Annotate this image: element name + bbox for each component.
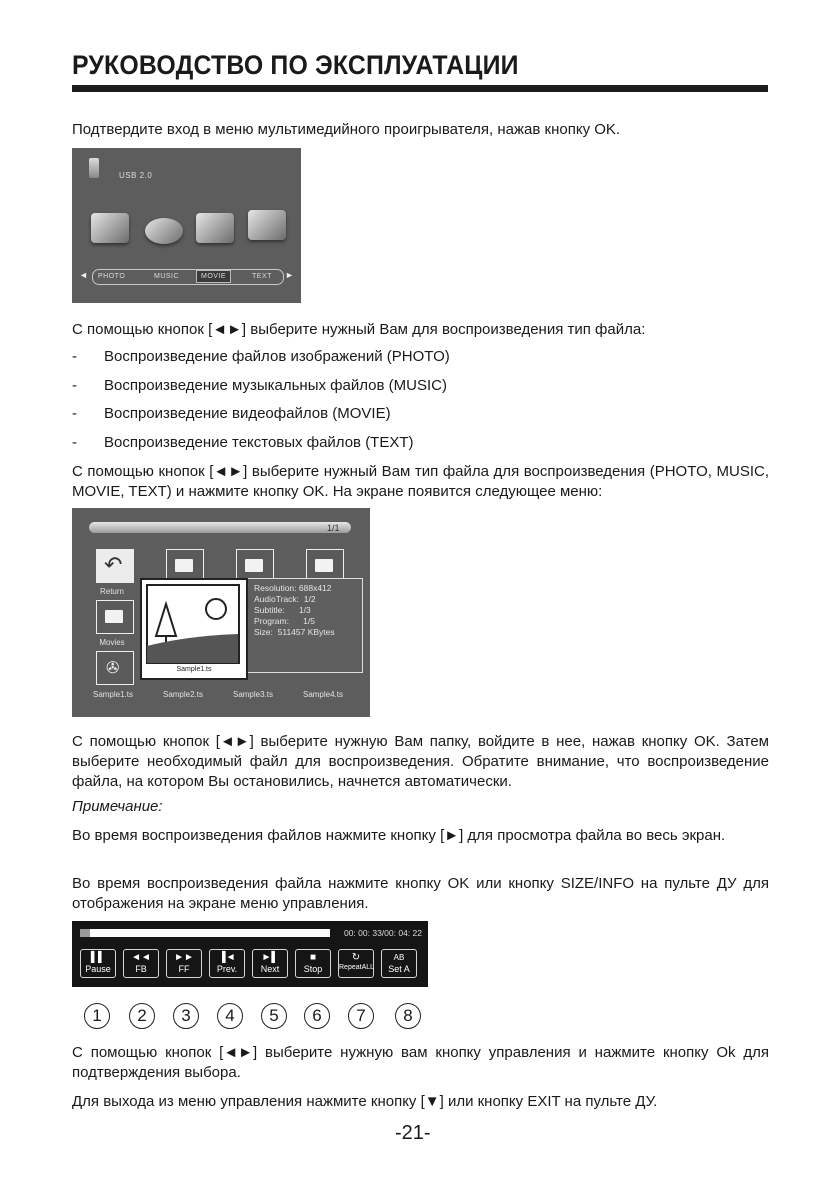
menu-photo[interactable]: PHOTO	[98, 273, 126, 280]
return-tile[interactable]	[96, 549, 134, 583]
callout-1: 1	[84, 1003, 110, 1029]
playback-progress-fill	[80, 929, 90, 937]
file-label: Sample1.ts	[92, 690, 134, 699]
exit-text: Для выхода из меню управления нажмите кнопку [▼] или кнопку EXIT на пульте ДУ.	[72, 1093, 658, 1110]
folder-icon	[105, 610, 123, 623]
info-panel	[241, 578, 363, 673]
ab-repeat-icon: AB	[393, 953, 405, 962]
usb-label: USB 2.0	[119, 171, 153, 180]
control-select-text: С помощью кнопок [◄►] выберите нужную вам кнопку управления и нажмите кнопку Ok для подтверждения выбора.	[72, 1044, 769, 1081]
pause-icon: ▌▌	[90, 952, 106, 963]
list-item: - Воспроизведение файлов изображений (PHOTO)	[72, 348, 450, 365]
fast-forward-icon: ►►	[174, 952, 194, 963]
rewind-icon: ◄◄	[131, 952, 151, 963]
menu-text[interactable]: TEXT	[252, 273, 272, 280]
menu-movie-selected[interactable]: MOVIE	[196, 270, 231, 283]
film-reel-icon: ✇	[106, 660, 120, 677]
note-title: Примечание:	[72, 798, 163, 815]
stop-button[interactable]: ■ Stop	[295, 949, 331, 978]
return-label: Return	[99, 587, 124, 596]
pause-button[interactable]: ▌▌ Pause	[80, 949, 116, 978]
fast-forward-button[interactable]: ►► FF	[166, 949, 202, 978]
music-icon	[145, 218, 183, 244]
movies-tile[interactable]	[96, 600, 134, 634]
text-icon	[248, 210, 286, 240]
repeat-icon: ↻	[351, 952, 361, 963]
intro-paragraph: Подтвердите вход в меню мультимедийного проигрывателя, нажав кнопку OK.	[72, 121, 621, 138]
select-type-text: С помощью кнопок [◄►] выберите нужный Вам для воспроизведения тип файла:	[72, 321, 646, 338]
menu-music[interactable]: MUSIC	[154, 273, 180, 280]
folder-icon	[245, 559, 263, 572]
fast-backward-button[interactable]: ◄◄ FB	[123, 949, 159, 978]
callout-2: 2	[129, 1003, 155, 1029]
page-indicator: 1/1	[327, 523, 340, 533]
page-title: РУКОВОДСТВО ПО ЭКСПЛУАТАЦИИ	[72, 50, 519, 80]
file-label: Sample3.ts	[232, 690, 274, 699]
callout-6: 6	[304, 1003, 330, 1029]
stop-icon: ■	[309, 952, 317, 963]
callout-7: 7	[348, 1003, 374, 1029]
next-icon: ►▌	[261, 952, 279, 963]
playback-time: 00: 00: 33/00: 04: 22	[344, 928, 422, 938]
list-item: - Воспроизведение музыкальных файлов (MUSIC)	[72, 377, 447, 394]
callout-4: 4	[217, 1003, 243, 1029]
next-button[interactable]: ►▌ Next	[252, 949, 288, 978]
playback-progress-track	[80, 929, 330, 937]
note-control-menu: Во время воспроизведения файла нажмите кнопку OK или кнопку SIZE/INFO на пульте ДУ для отображения на экране меню управления.	[72, 875, 769, 912]
preview-thumbnail	[140, 578, 248, 680]
file-browser-screenshot	[72, 508, 370, 717]
arrow-right-icon: ►	[285, 270, 294, 280]
select-folder-text: С помощью кнопок [◄►] выберите нужную Вам папку, войдите в нее, нажав кнопку OK. Затем выберите необходимый файл для воспроизведения. Обратите внимание, что воспроизведение файла, на котором Вы остановились, начнется автоматически.	[72, 733, 769, 790]
preview-caption: Sample1.ts	[176, 666, 212, 673]
file-label: Sample2.ts	[162, 690, 204, 699]
file-label: Sample4.ts	[302, 690, 344, 699]
previous-icon: ▐◄	[218, 952, 236, 963]
control-menu-screenshot	[72, 921, 428, 987]
callout-8: 8	[395, 1003, 421, 1029]
photo-icon	[91, 213, 129, 243]
movies-label: Movies	[99, 638, 125, 647]
callout-5: 5	[261, 1003, 287, 1029]
browser-progress-bar	[89, 522, 351, 533]
previous-button[interactable]: ▐◄ Prev.	[209, 949, 245, 978]
folder-icon	[315, 559, 333, 572]
set-a-button[interactable]: AB Set A	[381, 949, 417, 978]
folder-icon	[175, 559, 193, 572]
media-menu-screenshot	[72, 148, 301, 303]
return-arrow-icon: ↶	[104, 552, 123, 577]
usb-icon	[89, 158, 99, 178]
arrow-left-icon: ◄	[79, 270, 88, 280]
note-fullscreen: Во время воспроизведения файлов нажмите кнопку [►] для просмотра файла во весь экран.	[72, 827, 726, 844]
repeat-all-button[interactable]: ↻ RepeatALL	[338, 949, 374, 978]
select-type-confirm-text: С помощью кнопок [◄►] выберите нужный Вам тип файла для воспроизведения (PHOTO, MUSIC, MOVIE, TEXT) и нажмите кнопку OK. На экране появится следующее меню:	[72, 463, 769, 500]
page-number: -21-	[395, 1122, 431, 1144]
sample1-tile[interactable]	[96, 651, 134, 685]
landscape-image	[146, 584, 240, 664]
info-text: Resolution: 688x412 AudioTrack: 1/2 Subtitle: 1/3 Program: 1/5 Size: 511457 KBytes	[254, 583, 335, 637]
list-item: - Воспроизведение текстовых файлов (TEXT)	[72, 434, 414, 451]
callout-3: 3	[173, 1003, 199, 1029]
list-item: - Воспроизведение видеофайлов (MOVIE)	[72, 405, 391, 422]
header-rule	[72, 85, 768, 92]
movie-icon	[196, 213, 234, 243]
